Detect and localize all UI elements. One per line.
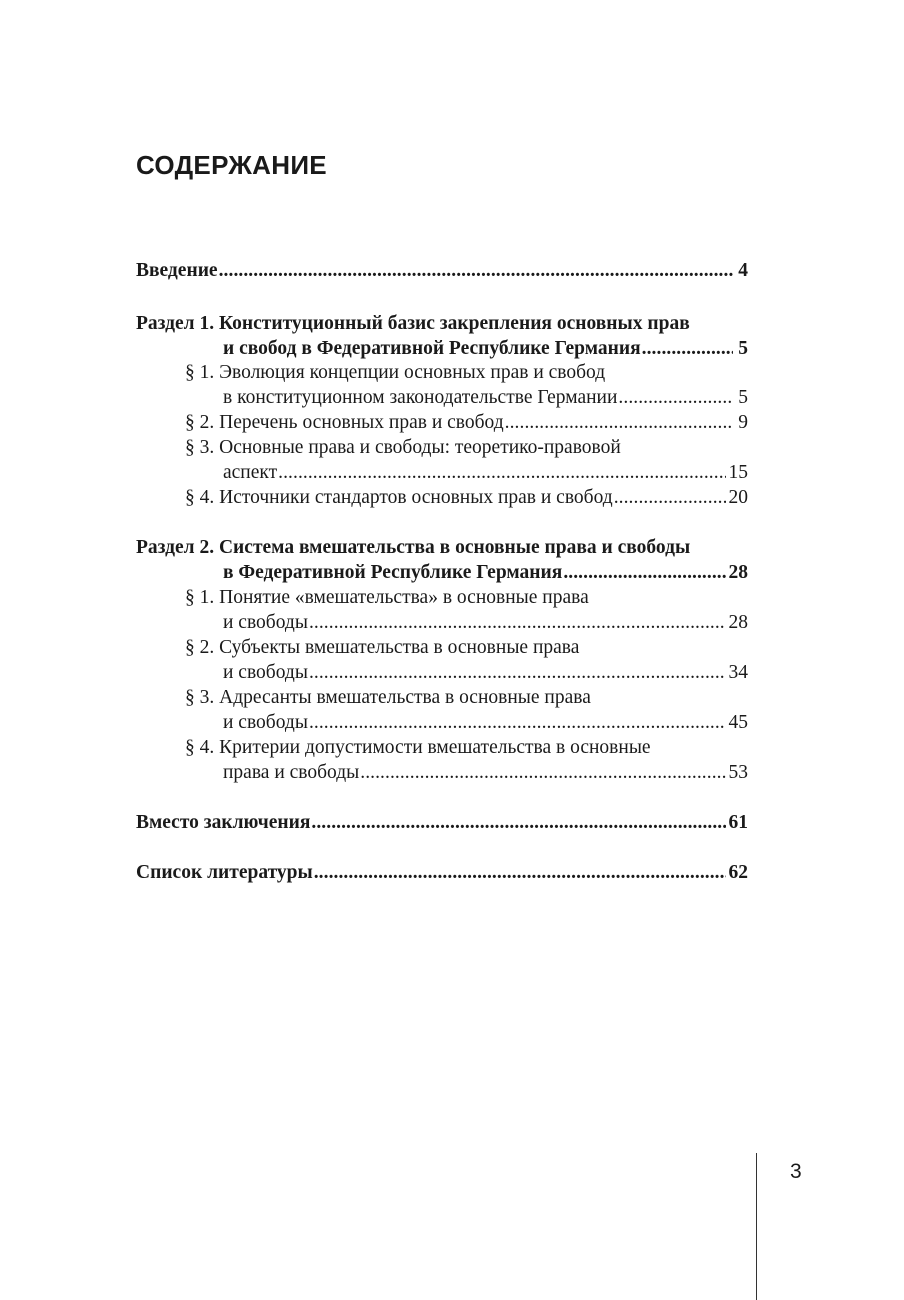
toc-item-2-4	[223, 760, 748, 785]
toc-section-2-title: Раздел 2. Система вмешательства в основные права и свободы	[136, 537, 691, 558]
toc-entry-title: § 2. Перечень основных прав и свобод	[185, 412, 504, 433]
dot-leader	[614, 485, 726, 510]
toc-page-number: 5	[738, 387, 748, 408]
page-number-divider	[756, 1153, 757, 1300]
toc-item-2-1	[223, 610, 748, 635]
toc-entry-title: § 4. Источники стандартов основных прав и свобод	[185, 487, 613, 508]
toc-page-number: 62	[728, 862, 748, 883]
dot-leader	[314, 860, 726, 885]
page-number: 3	[790, 1160, 802, 1183]
toc-entry-references	[136, 860, 748, 885]
toc-item-2-1-title: § 1. Понятие «вмешательства» в основные права	[185, 587, 589, 608]
toc-entry-conclusion	[136, 810, 748, 835]
toc-item-2-2	[223, 660, 748, 685]
toc-entry-title: права и свободы	[223, 762, 360, 783]
toc-item-1-4	[185, 485, 748, 510]
dot-leader	[309, 660, 726, 685]
toc-entry-title: Вместо заключения	[136, 812, 311, 833]
toc-page-number: 28	[728, 562, 748, 583]
toc-section-1	[223, 336, 748, 361]
toc-section-1-title: Раздел 1. Конституционный базис закрепления основных прав	[136, 313, 690, 334]
dot-leader	[309, 610, 726, 635]
toc-entry-title: в Федеративной Республике Германия	[223, 562, 563, 583]
dot-leader	[505, 410, 733, 435]
toc-entry-title: и свободы	[223, 712, 308, 733]
toc-item-2-3-title: § 3. Адресанты вмешательства в основные права	[185, 687, 591, 708]
dot-leader	[642, 336, 733, 361]
toc-page-number: 53	[728, 762, 748, 783]
toc-entry-title: и свободы	[223, 662, 308, 683]
toc-page-number: 45	[728, 712, 748, 733]
toc-item-2-4-title: § 4. Критерии допустимости вмешательства в основные	[185, 737, 651, 758]
dot-leader	[563, 560, 725, 585]
toc-page-number: 61	[728, 812, 748, 833]
toc-entry-title: и свобод в Федеративной Республике Германия	[223, 338, 641, 359]
toc-page-number: 34	[728, 662, 748, 683]
toc-page-number: 15	[728, 462, 748, 483]
page-title: СОДЕРЖАНИЕ	[136, 150, 327, 180]
toc-section-2	[223, 560, 748, 585]
toc-entry-title: Список литературы	[136, 862, 313, 883]
toc-entry-title: в конституционном законодательстве Германии	[223, 387, 618, 408]
dot-leader	[311, 810, 725, 835]
toc-page-number: 9	[738, 412, 748, 433]
toc-item-1-2	[185, 410, 748, 435]
toc-page-number: 20	[728, 487, 748, 508]
toc-entry-intro	[136, 258, 748, 283]
toc-item-1-3	[223, 460, 748, 485]
toc-page-number: 28	[728, 612, 748, 633]
toc-entry-title: аспект	[223, 462, 278, 483]
toc-page-number: 4	[738, 260, 748, 281]
dot-leader	[278, 460, 725, 485]
toc-page-number: 5	[738, 338, 748, 359]
dot-leader	[309, 710, 726, 735]
toc-item-1-1-title: § 1. Эволюция концепции основных прав и свобод	[185, 362, 606, 383]
dot-leader	[219, 258, 733, 283]
toc-item-2-3	[223, 710, 748, 735]
toc-item-1-1	[223, 385, 748, 410]
toc-entry-title: и свободы	[223, 612, 308, 633]
toc-item-1-3-title: § 3. Основные права и свободы: теоретико-правовой	[185, 437, 621, 458]
toc-item-2-2-title: § 2. Субъекты вмешательства в основные права	[185, 637, 580, 658]
dot-leader	[618, 385, 733, 410]
dot-leader	[360, 760, 725, 785]
toc-entry-title: Введение	[136, 260, 218, 281]
